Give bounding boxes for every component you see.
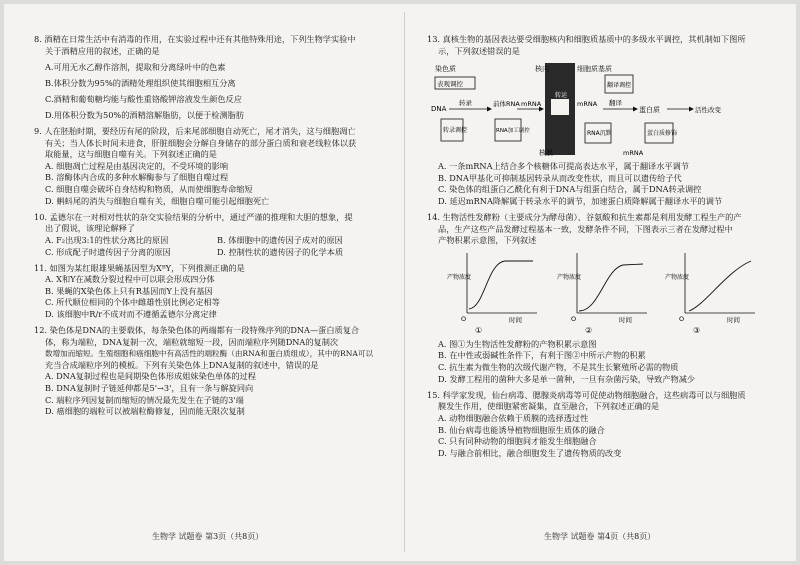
question-stem: 体，称为端粒，DNA复制一次，端粒就缩短一段，因而端粒序列随DNA的复制次	[45, 336, 339, 347]
envelope-label: 核膜	[539, 149, 553, 158]
question-13	[427, 34, 777, 208]
mrna-label-1: mRNA	[521, 100, 542, 109]
chromatin-label: 染色质	[435, 65, 456, 74]
option-d: D. 蝌蚪尾的消失与细胞自噬有关，细胞自噬可能引起细胞死亡	[45, 195, 270, 206]
option-d: D. 控制性状的遗传因子的化学本质	[217, 246, 344, 257]
question-10	[34, 212, 389, 258]
option-c: C. 端粒序列因复制而缩短的情况最先发生在子链的3'端	[45, 394, 244, 405]
option-c: C. 形成配子时遗传因子分离的原因	[45, 246, 171, 257]
y-label: 产物浓度	[447, 273, 472, 281]
page-divider	[404, 12, 405, 552]
question-stem: 9. 人在胚胎时期，要经历有尾的阶段，后来尾部细胞自动死亡，尾才消失，这与细胞凋亡	[34, 126, 356, 137]
protein-label: 蛋白质	[639, 106, 660, 115]
option-a: A. F₂出现3:1的性状分离比的原因	[45, 234, 169, 245]
question-stem: 12. 染色体是DNA的主要载体，每条染色体的两端都有一段特殊序列的DNA—蛋白质复合	[34, 325, 360, 336]
x-label: 时间	[619, 315, 632, 324]
nuclear-pore	[551, 99, 569, 115]
option-b: B.体积分数为95%的酒精处理组织使其细胞相互分离	[45, 77, 236, 88]
rp-label: RNA加工调控	[496, 128, 530, 135]
dna-label: DNA	[431, 105, 447, 114]
gene-regulation-diagram	[427, 59, 777, 159]
question-stem: 8. 酒精在日常生活中有消毒的作用，在实验过程中还有其他特殊用途，下列生物学实验中	[34, 34, 356, 44]
question-14	[427, 212, 777, 385]
curve-2	[579, 264, 643, 311]
arrowhead	[689, 107, 694, 112]
graph-label-3: ③	[693, 325, 701, 335]
option-a: A. 细胞凋亡过程是由基因决定的，不受环境的影响	[45, 160, 229, 171]
arrowhead	[633, 107, 638, 112]
question-12	[34, 325, 389, 418]
option-b: B. 果蝇的X染色体上只有R基因而Y上没有基因	[45, 285, 213, 296]
option-b: B. 仙台病毒也能诱导植物细胞原生质体的融合	[438, 424, 605, 435]
question-stem: 14. 生物活性发酵粉（主要成分为酵母菌）、谷氨酸和抗生素都是利用发酵工程生产的产	[427, 212, 742, 223]
curve-1	[469, 261, 533, 309]
question-stem: 数增加而缩短。生殖细胞和癌细胞中有高活性的端粒酶（由RNA和蛋白质组成），其中的RNA可以	[45, 349, 374, 359]
x-label: 时间	[509, 315, 522, 324]
option-a: A. 图①为生物活性发酵粉的产物积累示意图	[438, 338, 597, 349]
option-a: A.可用无水乙醇作溶剂，提取和分离绿叶中的色素	[45, 61, 226, 72]
question-stem: 示，下列叙述错误的是	[438, 45, 520, 56]
question-9	[34, 126, 389, 207]
epigenetic-label: 表观调控	[437, 80, 463, 89]
option-d: D. 癌细胞的端粒可以被端粒酶修复，因而能无限次复制	[45, 406, 245, 417]
option-b: B. 体细胞中的遗传因子成对的原因	[217, 234, 343, 245]
option-d: D. 发酵工程用的菌种大多是单一菌种，一旦有杂菌污染，导致产物减少	[438, 373, 696, 384]
option-c: C. 所代顺位相同的个体中雌雄性别比例必定相等	[45, 297, 220, 308]
question-stem: 取能量，这与细胞自噬有关。下列叙述正确的是	[45, 149, 217, 160]
option-a: A. X和Y在减数分裂过程中可以联会形成四分体	[45, 274, 215, 285]
exam-sheet	[4, 4, 796, 561]
origin-label: O	[679, 314, 685, 323]
option-c: C. 细胞自噬会破坏自身结构和物质，从而使细胞寿命缩短	[45, 184, 253, 195]
pp-label: 蛋白质修饰	[647, 130, 678, 138]
question-8	[34, 34, 389, 122]
graph-1	[447, 253, 537, 335]
question-stem: 11. 如图为某红眼雄果蝇基因型为XᴮY，下列推测正确的是	[34, 262, 245, 273]
question-stem: 13. 真核生物的基因表达要受细胞核内和细胞质基质中的多级水平调控，其机制如下图所	[427, 34, 746, 44]
option-d: D. 延迟mRNA降解属于转录水平的调节，加速蛋白质降解属于翻译水平的调节	[438, 195, 723, 206]
page-footer-left: 生物学 试题卷 第3页（共8页）	[152, 532, 264, 541]
precursor-label: 前体RNA	[493, 100, 520, 109]
mrna-label-3: mRNA	[623, 149, 644, 158]
y-label: 产物浓度	[665, 273, 690, 281]
active-label: 活性改变	[695, 106, 721, 115]
right-page	[427, 34, 777, 459]
question-stem: 产物积累示意图，下列叙述	[438, 235, 537, 246]
option-b: B. 在中性或弱碱性条件下，有利于图②中所示产物的积累	[438, 350, 646, 361]
question-11	[34, 263, 389, 321]
question-stem: 10. 孟德尔在一对相对性状的杂交实验结果的分析中，通过严谨的推理和大胆的想象，提	[34, 211, 353, 222]
question-stem: 关于酒精应用的叙述，正确的是	[45, 45, 160, 56]
option-a: A. 一条mRNA上结合多个核糖体可提高表达水平，属于翻译水平调节	[438, 161, 689, 172]
question-stem: 充当合成端粒序列的模板。下列有关染色体上DNA复制的叙述中，错误的是	[45, 359, 319, 370]
graph-3	[665, 253, 755, 335]
nucleus-label: 核内	[535, 65, 549, 74]
graph-label-1: ①	[475, 325, 483, 335]
option-b: B. 溶酶体内合成的多种水解酶参与了细胞自噬过程	[45, 172, 229, 183]
transport-label: 转运	[555, 92, 568, 100]
option-d: D. 与融合前相比，融合细胞发生了遗传物质的改变	[438, 447, 622, 458]
question-stem: 膜发生作用，使细胞紧密凝集，直至融合，下列叙述正确的是	[438, 401, 660, 412]
graph-label-2: ②	[585, 325, 593, 335]
fermentation-graphs	[427, 249, 777, 337]
option-a: A. DNA复制过程也是间期染色体形成姐妹染色单体的过程	[45, 371, 256, 382]
origin-label: O	[571, 314, 577, 323]
transcription-label: 转录	[459, 99, 472, 108]
rd-label: RNA沉默	[587, 130, 612, 138]
left-page	[34, 34, 389, 418]
option-c: C. 抗生素为微生物的次级代谢产物，不是其生长繁殖所必需的物质	[438, 362, 679, 373]
regulation-svg	[427, 59, 777, 159]
x-label: 时间	[727, 315, 740, 324]
option-d: D. 该细胞中R/r不成对而不遵循孟德尔分离定律	[45, 308, 217, 319]
option-d: D.用体积分数为50%的酒精溶解脂肪，以便于检测脂肪	[45, 109, 245, 120]
origin-label: O	[461, 314, 467, 323]
graph-2	[557, 253, 647, 335]
tc-label: 转录调控	[443, 127, 468, 135]
option-a: A. 动物细胞融合依赖于质膜的选择透过性	[438, 412, 589, 423]
question-stem: 15. 科学家发现，仙台病毒、腮腺炎病毒等可促使动物细胞融合，这些病毒可以与细胞质	[427, 389, 746, 400]
option-b: B. DNA甲基化可抑制基因转录从而改变性状，而且可以遗传给子代	[438, 172, 682, 183]
question-stem: 有关；当人体长时间未进食，肝脏细胞会分解自身储存的部分蛋白质和衰老线粒体以获	[45, 137, 357, 148]
cytoplasm-label: 细胞质基质	[577, 65, 612, 74]
question-15	[427, 390, 777, 460]
option-b: B. DNA复制时子链延伸都是5'→3'，且有一条与解旋同向	[45, 383, 254, 394]
mrna-label-2: mRNA	[577, 100, 598, 109]
tr-label: 翻译调控	[607, 82, 632, 90]
page-footer-right: 生物学 试题卷 第4页（共8页）	[544, 532, 656, 541]
option-c: C.酒精和葡萄糖均能与酸性重铬酸钾溶液发生颜色反应	[45, 93, 242, 104]
arrowhead	[487, 107, 492, 112]
curve-3	[689, 261, 751, 311]
option-c: C. 染色体的组蛋白乙酰化有利于DNA与组蛋白结合，属于DNA转录调控	[438, 184, 702, 195]
option-c: C. 只有同种动物的细胞间才能发生细胞融合	[438, 436, 597, 447]
graphs-svg	[427, 249, 777, 337]
y-label: 产物浓度	[557, 273, 582, 281]
translation-label: 翻译	[609, 99, 622, 108]
question-stem: 出了假说，该理论解释了	[45, 223, 136, 234]
question-stem: 品，生产这些产品发酵过程基本一致，发酵条件不同，下图表示三者在发酵过程中	[438, 223, 733, 234]
